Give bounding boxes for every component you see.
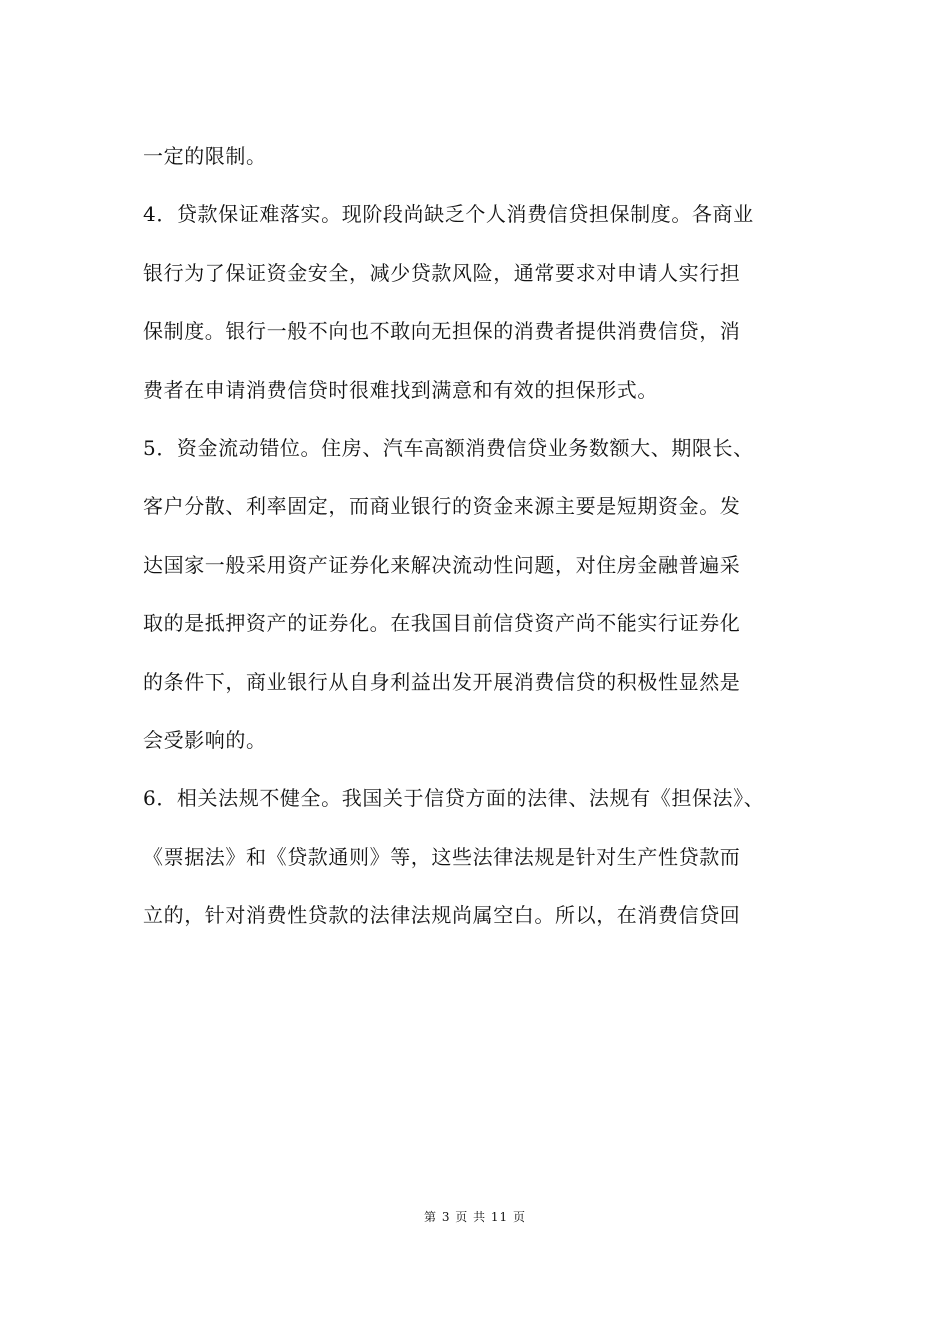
text-line: 保制度。银行一般不向也不敢向无担保的消费者提供消费信贷，消 bbox=[143, 319, 741, 344]
page-number-footer: 第 3 页 共 11 页 bbox=[424, 1210, 526, 1224]
text-line: 会受影响的。 bbox=[143, 727, 267, 752]
text-line: 的条件下，商业银行从自身利益出发开展消费信贷的积极性显然是 bbox=[143, 669, 741, 694]
text-line: 银行为了保证资金安全，减少贷款风险，通常要求对申请人实行担 bbox=[143, 260, 741, 285]
text-line: 客户分散、利率固定，而商业银行的资金来源主要是短期资金。发 bbox=[143, 494, 741, 519]
text-line: 一定的限制。 bbox=[143, 144, 267, 168]
text-line: 《票据法》和《贷款通则》等，这些法律法规是针对生产性贷款而 bbox=[143, 844, 741, 869]
body-text bbox=[143, 127, 833, 944]
text-line: 费者在申请消费信贷时很难找到满意和有效的担保形式。 bbox=[143, 377, 658, 402]
text-line: 立的，针对消费性贷款的法律法规尚属空白。所以，在消费信贷回 bbox=[143, 903, 741, 928]
text-line: 4．贷款保证难落实。现阶段尚缺乏个人消费信贷担保制度。各商业 bbox=[143, 202, 754, 227]
text-line: 5．资金流动错位。住房、汽车高额消费信贷业务数额大、期限长、 bbox=[143, 435, 754, 460]
text-line: 达国家一般采用资产证券化来解决流动性问题，对住房金融普遍采 bbox=[143, 552, 741, 577]
text-line: 取的是抵押资产的证券化。在我国目前信贷资产尚不能实行证券化 bbox=[143, 611, 741, 636]
text-line: 6．相关法规不健全。我国关于信贷方面的法律、法规有《担保法》、 bbox=[143, 786, 765, 811]
